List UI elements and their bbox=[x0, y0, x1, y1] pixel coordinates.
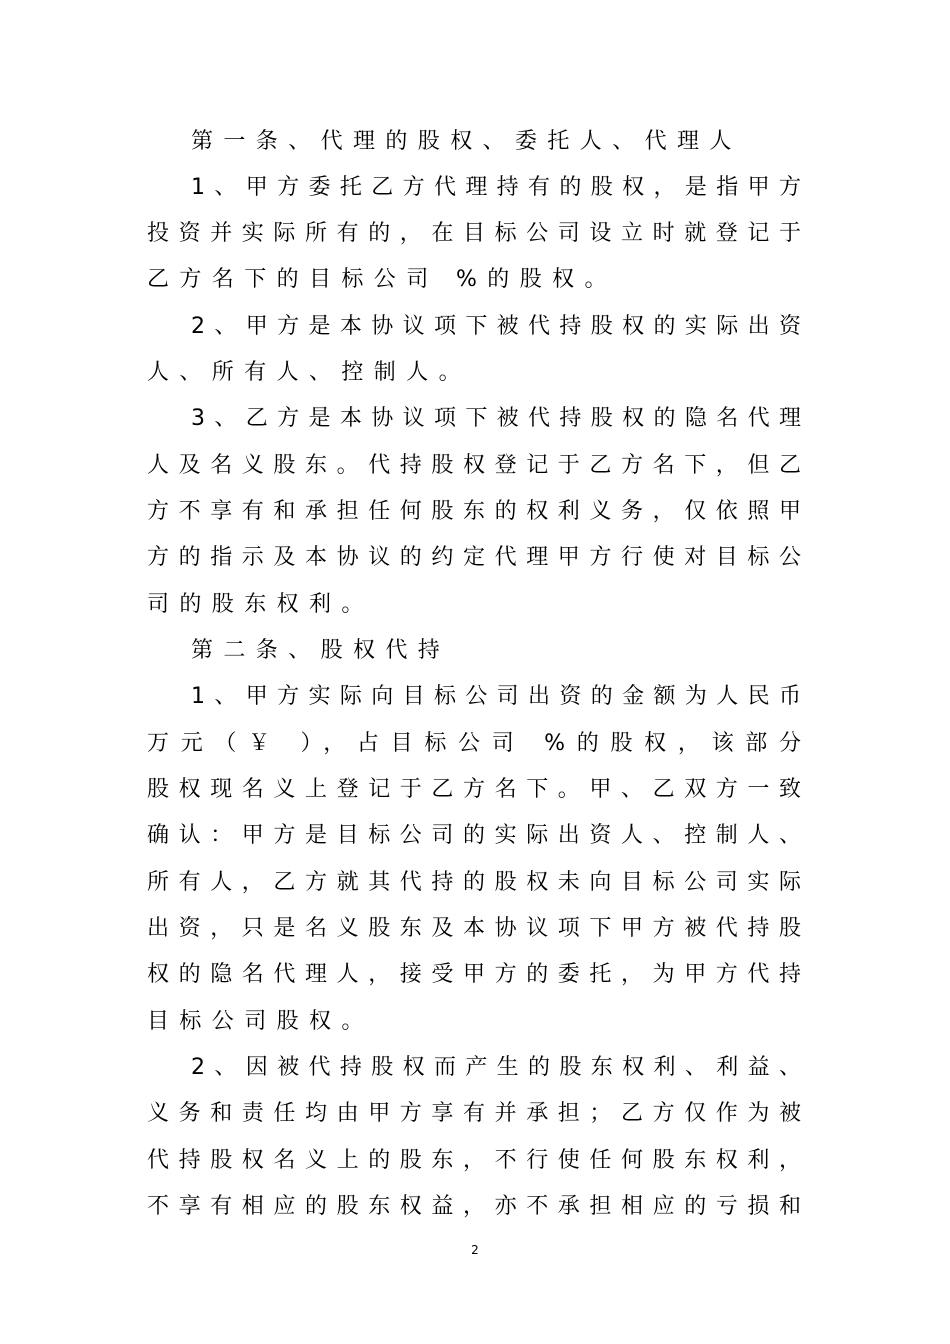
paragraph-line: 万元（￥ ），占目标公司 %的股权，该部分 bbox=[147, 731, 801, 756]
paragraph-line: 2、因被代持股权而产生的股东权利、利益、 bbox=[191, 1055, 801, 1080]
paragraph-line: 2、甲方是本协议项下被代持股权的实际出资 bbox=[191, 314, 801, 339]
paragraph-line: 股权现名义上登记于乙方名下。甲、乙双方一致 bbox=[147, 777, 801, 802]
paragraph-line: 人、所有人、控制人。 bbox=[147, 360, 472, 385]
paragraph-line: 代持股权名义上的股东，不行使任何股东权利， bbox=[147, 1148, 801, 1173]
page-number: 2 bbox=[471, 1243, 479, 1257]
paragraph-line: 目标公司股权。 bbox=[147, 1009, 374, 1034]
paragraph-line: 1、甲方实际向目标公司出资的金额为人民币 bbox=[191, 684, 801, 709]
paragraph-line: 方的指示及本协议的约定代理甲方行使对目标公 bbox=[147, 545, 801, 570]
paragraph-line: 投资并实际所有的，在目标公司设立时就登记于 bbox=[147, 221, 801, 246]
paragraph-line: 3、乙方是本协议项下被代持股权的隐名代理 bbox=[191, 406, 801, 431]
paragraph-line: 不享有相应的股东权益，亦不承担相应的亏损和 bbox=[147, 1194, 801, 1219]
paragraph-line: 出资，只是名义股东及本协议项下甲方被代持股 bbox=[147, 916, 801, 941]
paragraph-line: 确认：甲方是目标公司的实际出资人、控制人、 bbox=[147, 823, 801, 848]
paragraph-line: 人及名义股东。代持股权登记于乙方名下，但乙 bbox=[147, 453, 801, 478]
paragraph-line: 所有人，乙方就其代持的股权未向目标公司实际 bbox=[147, 870, 801, 895]
article-1-heading: 第一条、代理的股权、委托人、代理人 bbox=[191, 129, 742, 154]
paragraph-line: 司的股东权利。 bbox=[147, 592, 374, 617]
article-2-heading: 第二条、股权代持 bbox=[191, 638, 451, 663]
paragraph-line: 权的隐名代理人，接受甲方的委托，为甲方代持 bbox=[147, 962, 801, 987]
paragraph-line: 乙方名下的目标公司 %的股权。 bbox=[147, 267, 617, 292]
paragraph-line: 方不享有和承担任何股东的权利义务，仅依照甲 bbox=[147, 499, 801, 524]
paragraph-line: 1、甲方委托乙方代理持有的股权，是指甲方 bbox=[191, 175, 801, 200]
paragraph-line: 义务和责任均由甲方享有并承担；乙方仅作为被 bbox=[147, 1101, 801, 1126]
